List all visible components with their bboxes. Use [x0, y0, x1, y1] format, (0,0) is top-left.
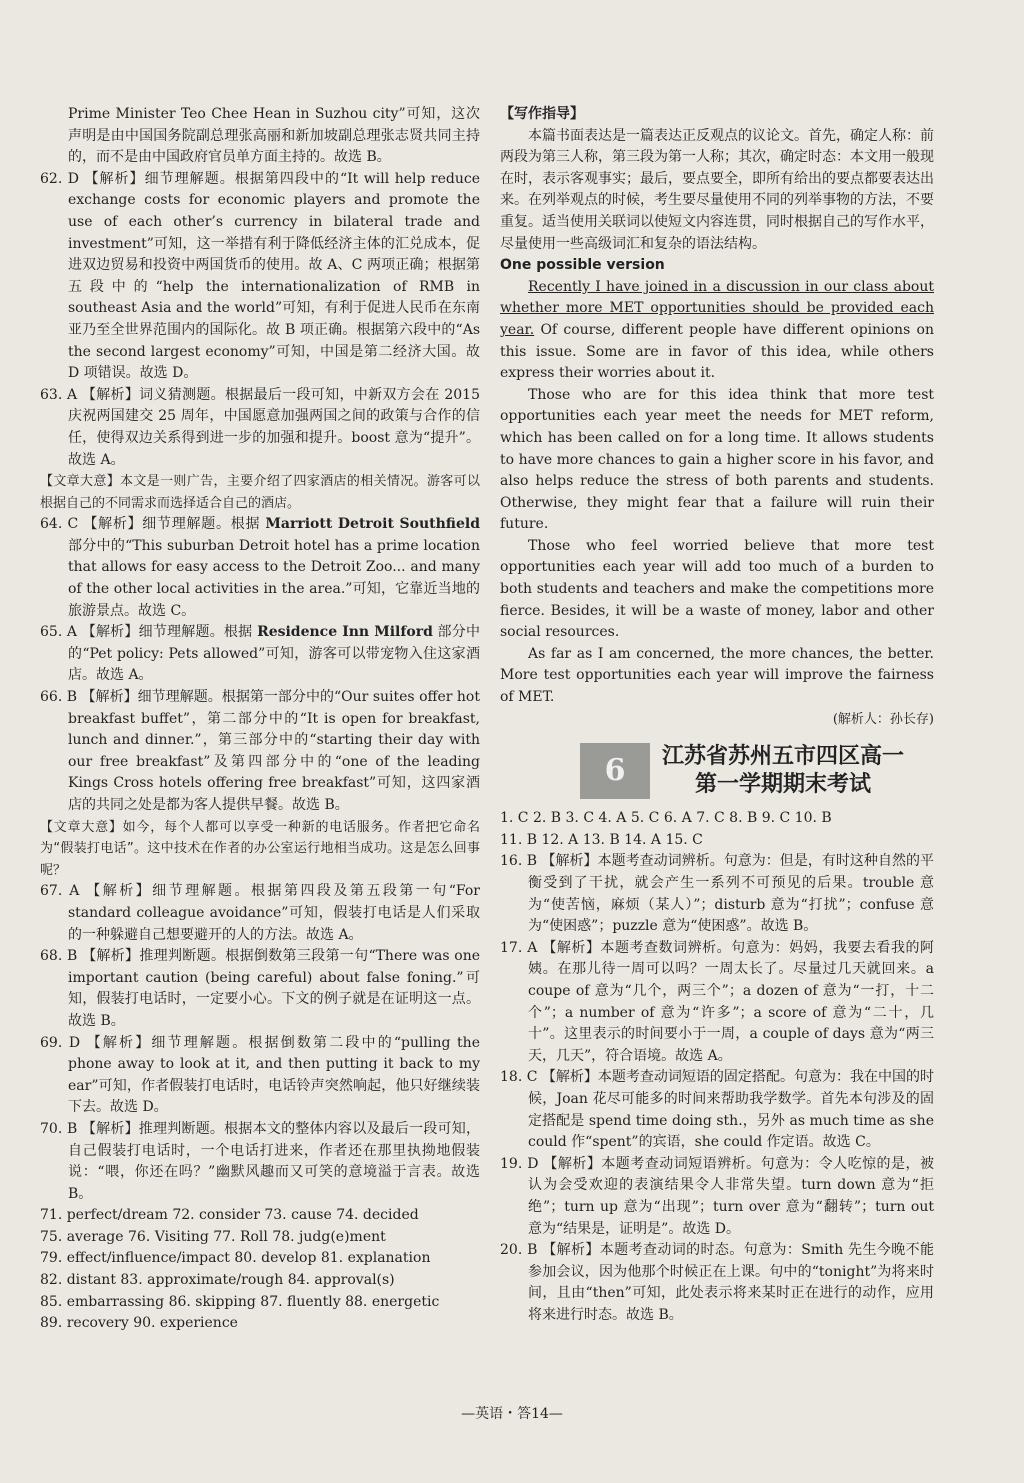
answer-row: 79. effect/influence/impact 80. develop 81. explanation	[40, 1250, 431, 1267]
writing-guide: 本篇书面表达是一篇表达正反观点的议论文。首先，确定人称：前两段为第三人称，第三段为第一人称；其次，确定时态：本文用一般现在时，表示客观事实；最后，要点要全，即所有给出的要点都要表达出来。在列举观点的时候，考生要尽量使用不同的列举事物的方法，不要重复。适当使用关联词以使短文内容连贯，同时根据自己的写作水平，尽量使用一些高级词汇和复杂的语法结构。	[500, 127, 934, 252]
answer-20: 20. B 【解析】本题考查动词的时态。句意为：Smith 先生今晚不能参加会议，因为他那个时候正在上课。句中的“tonight”为将来时间，且由“then”可知，此处表示将来某时正在进行的动作，应用将来进行时态。故选 B。	[500, 1242, 934, 1323]
answer-62: 62. D 【解析】细节理解题。根据第四段中的“It will help reduce exchange costs for economic players and promote the use of each other’s currency in bilateral trade and investment”可知，这一举措有利于降低经济主体的汇兑成本，促进双边贸易和投资中两国货币的使用。故 A、C 两项正确；根据第五段中的“help the internationalization of RMB in southeast Asia and the world”可知，有利于促进人民币在东南亚乃至全世界范围内的国际化。故 B 项正确。根据第六段中的“As the second largest economy”可知，中国是第二经济大国。故 D 项错误。故选 D。	[40, 170, 480, 382]
essay-paragraph: As far as I am concerned, the more chances, the better. More test opportunities each year will improve the fairness of MET.	[500, 645, 934, 706]
answer-68: 68. B 【解析】推理判断题。根据倒数第三段第一句“There was one important caution (being careful) about false foning.”可知，假装打电话时，一定要小心。下文的例子就是在证明这一点。故选 B。	[40, 948, 480, 1029]
answer-row: 82. distant 83. approximate/rough 84. approval(s)	[40, 1272, 395, 1289]
article-summary: 【文章大意】本文是一则广告，主要介绍了四家酒店的相关情况。游客可以根据自己的不同需求而选择适合自己的酒店。	[40, 474, 480, 511]
left-column	[40, 104, 480, 1335]
essay-paragraph: Those who are for this idea think that more test opportunities each year meet the needs for MET reform, which has been called on for a long time. It allows students to have more chances to gain a higher score in his favor, and also helps reduce the stress of both parents and students. Otherwise, they might fear that a failure will ruin their future.	[500, 386, 934, 533]
essay-paragraph: Those who feel worried believe that more test opportunities each year will add too much of a burden to both students and teachers and make the competitions more fierce. Besides, it will be a waste of money, labor and other social resources.	[500, 537, 934, 641]
answer-row: 1. C 2. B 3. C 4. A 5. C 6. A 7. C 8. B 9. C 10. B	[500, 810, 832, 827]
answer-row: 89. recovery 90. experience	[40, 1315, 238, 1332]
article-summary: 【文章大意】如今，每个人都可以享受一种新的电话服务。作者把它命名为“假装打电话”。这中技术在作者的办公室运行地相当成功。这是怎么回事呢？	[40, 819, 480, 878]
answer-70: 70. B 【解析】推理判断题。根据本文的整体内容以及最后一段可知，自己假装打电话时，一个电话打进来，作者还在那里执拗地假装说：“喂，你还在吗？”幽默风趣而又可笑的意境溢于言表。故选 B。	[40, 1120, 480, 1202]
answer-row: 11. B 12. A 13. B 14. A 15. C	[500, 831, 703, 848]
answer-18: 18. C 【解析】本题考查动词短语的固定搭配。句意为：我在中国的时候，Joan 花尽可能多的时间来帮助我学数学。首先本句涉及的固定搭配是 spend time doing sth.，另外 as much time as she could 作“spent”的宾语，she could 作定语。故选 C。	[500, 1069, 934, 1151]
signature: (解析人：孙长存)	[832, 711, 934, 727]
exam-number: 6	[580, 743, 650, 799]
page-footer: —英语・答14—	[461, 1406, 563, 1422]
answer-row: 71. perfect/dream 72. consider 73. cause 74. decided	[40, 1207, 419, 1224]
answer-row: 75. average 76. Visiting 77. Roll 78. judg(e)ment	[40, 1228, 386, 1245]
essay-paragraph: Recently I have joined in a discussion in our class about whether more MET opportunities should be provided each year. Of course, different people have different opinions on this issue. Some are in favor of this idea, while others express their worries about it.	[500, 278, 934, 382]
version-title: One possible version	[500, 257, 665, 274]
answer-63: 63. A 【解析】词义猜测题。根据最后一段可知，中新双方会在 2015 庆祝两国建交 25 周年，中国愿意加强两国之间的政策与合作的信任，使得双边关系得到进一步的加强和提升。boost 意为“提升”。故选 A。	[40, 386, 480, 468]
answer-16: 16. B 【解析】本题考查动词辨析。句意为：但是，有时这种自然的平衡受到了干扰，就会产生一系列不可预见的后果。trouble 意为“使苦恼，麻烦（某人）”；disturb 意为“打扰”；confuse 意为“使困惑”；puzzle 意为“使困惑”。故选 B。	[500, 853, 934, 935]
exam-header	[500, 740, 934, 802]
answer-67: 67. A 【解析】细节理解题。根据第四段及第五段第一句“For standard colleague avoidance”可知，假装打电话是人们采取的一种躲避自己想要避开的人的方法。故选 A。	[40, 883, 480, 943]
answer-64: 64. C 【解析】细节理解题。根据 Marriott Detroit Southfield 部分中的“This suburban Detroit hotel has a prime location that allows for easy access to the Detroit Zoo... and many of the other local activities in the area.”可知，它靠近当地的旅游景点。故选 C。	[40, 516, 481, 619]
answer-65: 65. A 【解析】细节理解题。根据 Residence Inn Milford 部分中的“Pet policy: Pets allowed”可知，游客可以带宠物入住这家酒店。故选 A。	[40, 624, 480, 684]
paragraph: Prime Minister Teo Chee Hean in Suzhou city”可知，这次声明是由中国国务院副总理张高丽和新加坡副总理张志贤共同主持的，而不是由中国政府官员单方面主持的。故选 B。	[68, 106, 480, 166]
exam-title: 江苏省苏州五市四区高一 第一学期期末考试	[662, 744, 905, 798]
answer-66: 66. B 【解析】细节理解题。根据第一部分中的“Our suites offer hot breakfast buffet”，第二部分中的“It is open for breakfast, lunch and dinner.”，第三部分中的“starting their day with our free breakfast”及第四部分中的“one of the leading Kings Cross hotels offering free breakfast”可知，这四家酒店的共同之处是都为客人提供早餐。故选 B。	[40, 689, 480, 813]
answer-19: 19. D 【解析】本题考查动词短语辨析。句意为：令人吃惊的是，被认为会受欢迎的表演结果令人非常失望。turn down 意为“拒绝”；turn up 意为“出现”；turn over 意为“翻转”；turn out 意为“结果是，证明是”。故选 D。	[500, 1155, 934, 1237]
answer-row: 85. embarrassing 86. skipping 87. fluently 88. energetic	[40, 1293, 440, 1310]
right-column	[500, 104, 934, 1326]
answer-69: 69. D 【解析】细节理解题。根据倒数第二段中的“pulling the phone away to look at it, and then putting it back to my ear”可知，作者假装打电话时，电话铃声突然响起，他只好继续装下去。故选 D。	[40, 1034, 480, 1116]
answer-17: 17. A 【解析】本题考查数词辨析。句意为：妈妈，我要去看我的阿姨。在那儿待一周可以吗？一周太长了。尽量过几天就回来。a coupe of 意为“几个，两三个”；a dozen of 意为“一打，十二个”；a number of 意为“许多”；a score of 意为“二十，几十”。这里表示的时间要小于一周，a couple of days 意为“两三天，几天”，符合语境。故选 A。	[500, 939, 934, 1064]
section-title: 【写作指导】	[500, 106, 584, 122]
